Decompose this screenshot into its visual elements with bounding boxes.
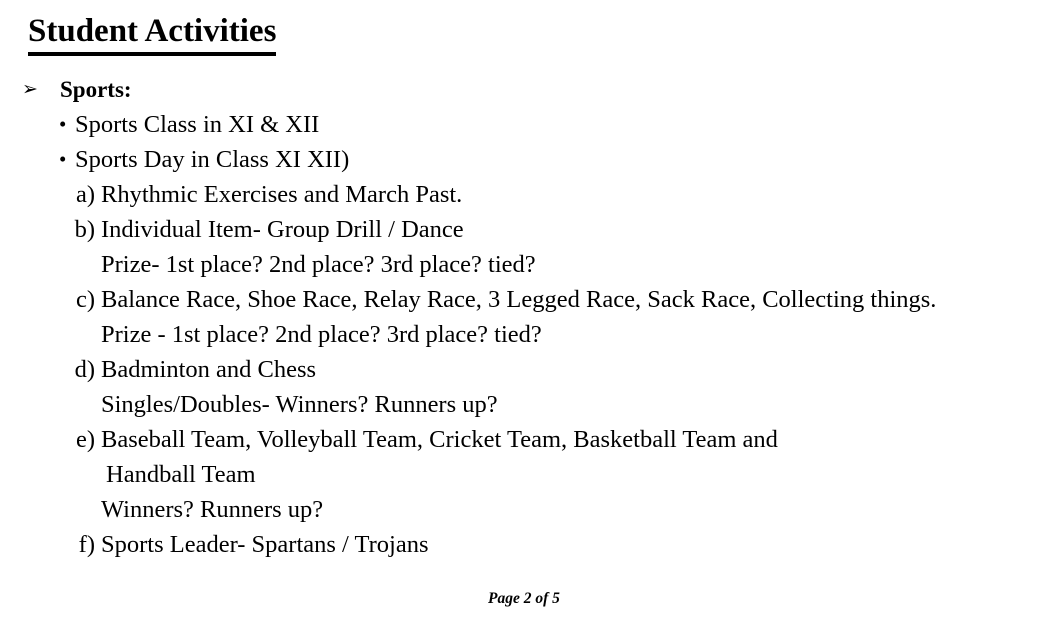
list-item-label: Individual Item- Group Drill / Dance bbox=[101, 216, 464, 243]
list-item-sports-day bbox=[0, 142, 1048, 177]
round-bullet-icon: • bbox=[59, 147, 67, 171]
outline-list bbox=[0, 72, 1048, 562]
list-marker-a: a) bbox=[75, 181, 95, 208]
list-item-label: Balance Race, Shoe Race, Relay Race, 3 Legged Race, Sack Race, Collecting things. bbox=[101, 286, 937, 313]
page-footer: Page 2 of 5 bbox=[488, 590, 560, 607]
list-item-subline-label: Singles/Doubles- Winners? Runners up? bbox=[101, 391, 498, 418]
list-item-a bbox=[0, 177, 1048, 212]
list-marker-c: c) bbox=[75, 286, 95, 313]
list-item-d bbox=[0, 352, 1048, 387]
list-item-subline-label: Prize - 1st place? 2nd place? 3rd place? tied? bbox=[101, 321, 542, 348]
list-item-label: Baseball Team, Volleyball Team, Cricket Team, Basketball Team and bbox=[101, 426, 778, 453]
list-item-d-subline bbox=[0, 387, 1048, 422]
list-item-subline-label: Winners? Runners up? bbox=[101, 496, 324, 523]
list-marker-b: b) bbox=[74, 216, 95, 243]
outline-heading-label: Sports: bbox=[60, 77, 132, 102]
arrow-bullet-icon: ➢ bbox=[22, 79, 38, 100]
list-marker-f: f) bbox=[78, 531, 95, 558]
list-marker-d: d) bbox=[74, 356, 95, 383]
list-item-c-subline bbox=[0, 317, 1048, 352]
page-title: Student Activities bbox=[28, 14, 276, 56]
list-item-label: Sports Leader- Spartans / Trojans bbox=[101, 531, 429, 558]
list-item-subline-label: Prize- 1st place? 2nd place? 3rd place? tied? bbox=[101, 251, 536, 278]
list-item-label: Sports Day in Class XI XII) bbox=[75, 146, 350, 173]
list-marker-e: e) bbox=[75, 426, 95, 453]
page-title-row bbox=[28, 14, 276, 56]
list-item-b-subline bbox=[0, 247, 1048, 282]
list-item-f bbox=[0, 527, 1048, 562]
list-item-e bbox=[0, 422, 1048, 457]
list-item-b bbox=[0, 212, 1048, 247]
round-bullet-icon: • bbox=[59, 112, 67, 136]
list-item-e-subline-1 bbox=[0, 457, 1048, 492]
list-item-sports-class bbox=[0, 107, 1048, 142]
list-item-label: Badminton and Chess bbox=[101, 356, 317, 383]
list-item-label: Rhythmic Exercises and March Past. bbox=[101, 181, 463, 208]
list-item-subline-label: Handball Team bbox=[106, 461, 256, 488]
list-item-c bbox=[0, 282, 1048, 317]
list-item-label: Sports Class in XI & XII bbox=[75, 111, 320, 138]
outline-heading-sports bbox=[0, 72, 1048, 107]
list-item-e-subline-2 bbox=[0, 492, 1048, 527]
